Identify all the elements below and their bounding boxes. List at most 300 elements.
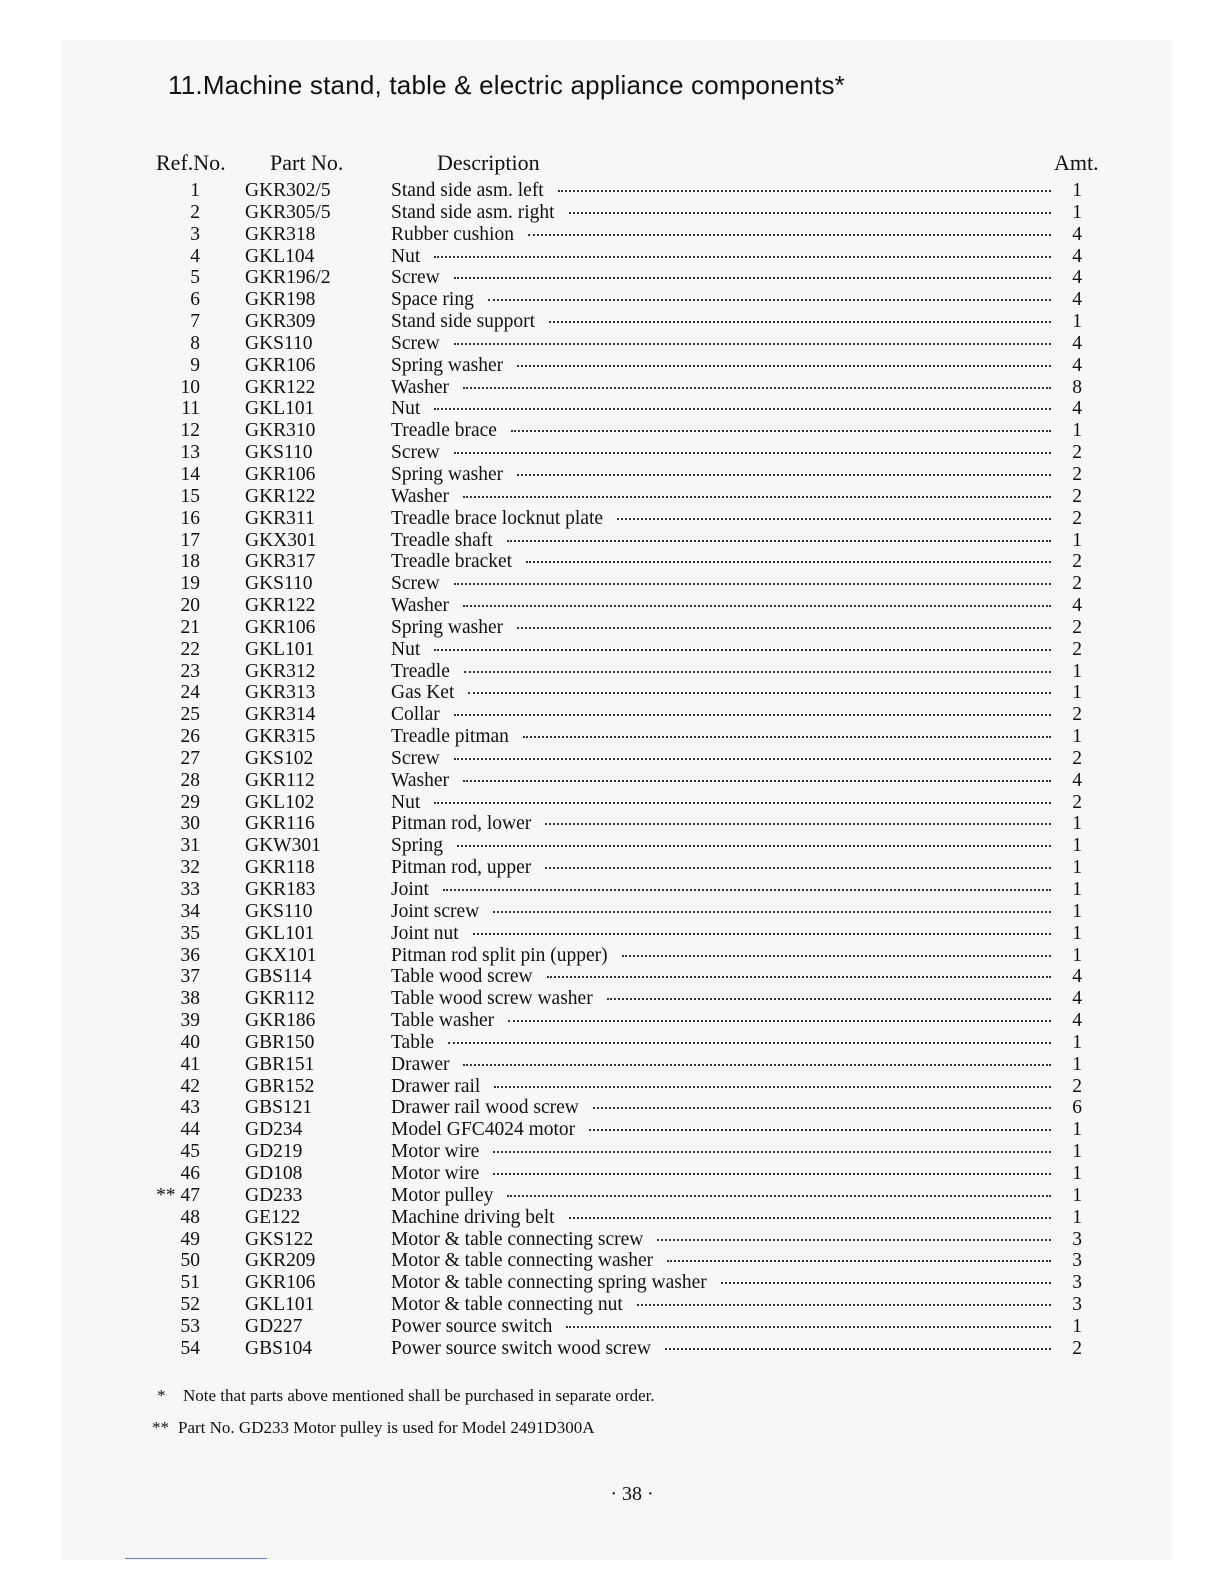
table-row — [0, 661, 1224, 683]
ref-number: 21 — [180, 616, 200, 638]
amount: 2 — [1072, 747, 1082, 769]
amount: 1 — [1072, 311, 1082, 333]
part-number: GKR209 — [245, 1250, 316, 1272]
table-row — [0, 988, 1224, 1010]
part-number: GKR314 — [245, 704, 316, 726]
dot-leader — [493, 1172, 1051, 1175]
amount: 1 — [1072, 879, 1082, 900]
part-number: GKL101 — [245, 922, 315, 944]
column-header-part: Part No. — [270, 150, 344, 175]
description-cell — [391, 1272, 1051, 1294]
description-cell — [391, 813, 1051, 835]
part-number: GKR302/5 — [245, 180, 331, 201]
description-text: Washer — [391, 485, 449, 507]
dot-leader — [526, 560, 1051, 563]
part-number: GKS110 — [245, 900, 313, 922]
dot-leader — [493, 910, 1051, 913]
footnote-mark: ** — [152, 1418, 169, 1437]
table-row — [0, 595, 1224, 617]
description-text: Nut — [391, 245, 421, 267]
page-number: · 38 · — [610, 1483, 654, 1505]
table-row — [0, 551, 1224, 573]
ref-number: 1 — [190, 180, 200, 201]
description-cell — [391, 1032, 1051, 1054]
description-text: Motor & table connecting nut — [391, 1294, 623, 1316]
ref-number: 36 — [180, 944, 200, 966]
description-cell — [391, 835, 1051, 857]
amount: 4 — [1072, 966, 1082, 988]
description-text: Joint screw — [391, 900, 480, 922]
dot-leader — [523, 735, 1051, 738]
part-number: GKR309 — [245, 311, 316, 333]
amount: 4 — [1072, 988, 1082, 1010]
description-cell — [391, 1207, 1051, 1229]
part-number: GKS110 — [245, 332, 313, 354]
description-cell — [391, 901, 1051, 923]
dot-leader — [463, 1063, 1051, 1066]
ref-number: 16 — [180, 507, 200, 529]
ref-number: 41 — [180, 1053, 200, 1075]
table-row — [0, 1119, 1224, 1141]
description-cell — [391, 1119, 1051, 1141]
description-cell — [391, 1294, 1051, 1316]
description-cell — [391, 1076, 1051, 1098]
scan-artifact-line — [125, 1558, 267, 1559]
description-cell — [391, 1229, 1051, 1251]
amount: 2 — [1072, 616, 1082, 638]
dot-leader — [517, 473, 1051, 476]
part-number: GKR122 — [245, 376, 316, 398]
part-number: GBR152 — [245, 1075, 315, 1097]
ref-number: 15 — [180, 485, 200, 507]
dot-leader — [665, 1347, 1051, 1350]
description-text: Rubber cushion — [391, 223, 514, 245]
ref-number: 43 — [180, 1097, 200, 1119]
table-row — [0, 1185, 1224, 1207]
table-row — [0, 1076, 1224, 1098]
dot-leader — [448, 1041, 1051, 1044]
description-cell — [391, 1010, 1051, 1032]
description-cell — [391, 180, 1051, 202]
description-cell — [391, 267, 1051, 289]
description-cell — [391, 617, 1051, 639]
table-row — [0, 835, 1224, 857]
table-row — [0, 1316, 1224, 1338]
description-text: Pitman rod, upper — [391, 857, 532, 879]
table-row — [0, 1294, 1224, 1316]
amount: 4 — [1072, 245, 1082, 267]
amount: 4 — [1072, 769, 1082, 791]
dot-leader — [434, 801, 1051, 804]
amount: 3 — [1072, 1272, 1082, 1294]
description-text: Spring washer — [391, 354, 504, 376]
description-text: Screw — [391, 747, 440, 769]
description-text: Motor & table connecting screw — [391, 1228, 644, 1250]
description-cell — [391, 246, 1051, 268]
ref-number: 9 — [190, 354, 200, 376]
table-row — [0, 857, 1224, 879]
description-cell — [391, 879, 1051, 901]
ref-number: 46 — [180, 1162, 200, 1184]
description-text: Power source switch — [391, 1315, 553, 1337]
ref-number: 13 — [180, 442, 200, 464]
amount: 4 — [1072, 332, 1082, 354]
table-row — [0, 1054, 1224, 1076]
part-number: GKX101 — [245, 944, 317, 966]
dot-leader — [528, 233, 1051, 236]
dot-leader — [454, 713, 1051, 716]
amount: 4 — [1072, 289, 1082, 311]
description-cell — [391, 464, 1051, 486]
part-number: GD108 — [245, 1162, 303, 1184]
dot-leader — [454, 582, 1051, 585]
description-cell — [391, 398, 1051, 420]
part-number: GBS121 — [245, 1097, 313, 1119]
description-cell — [391, 1054, 1051, 1076]
amount: 1 — [1072, 1031, 1082, 1053]
amount: 1 — [1072, 180, 1082, 201]
amount: 4 — [1072, 398, 1082, 420]
ref-number: 26 — [180, 726, 200, 748]
description-cell — [391, 748, 1051, 770]
part-number: GKS102 — [245, 747, 314, 769]
dot-leader — [637, 1303, 1051, 1306]
description-text: Treadle brace locknut plate — [391, 507, 604, 529]
description-cell — [391, 988, 1051, 1010]
dot-leader — [721, 1281, 1051, 1284]
amount: 1 — [1072, 201, 1082, 223]
amount: 2 — [1072, 1075, 1082, 1097]
dot-leader — [454, 451, 1051, 454]
part-number: GD219 — [245, 1141, 303, 1163]
table-row — [0, 420, 1224, 442]
description-text: Motor pulley — [391, 1184, 494, 1206]
amount: 2 — [1072, 704, 1082, 726]
amount: 1 — [1072, 1315, 1082, 1337]
table-row — [0, 573, 1224, 595]
amount: 3 — [1072, 1228, 1082, 1250]
part-number: GKX301 — [245, 529, 317, 551]
description-text: Drawer rail wood screw — [391, 1097, 579, 1119]
dot-leader — [593, 1106, 1051, 1109]
ref-number: 52 — [180, 1294, 200, 1316]
description-cell — [391, 770, 1051, 792]
description-text: Pitman rod split pin (upper) — [391, 944, 608, 966]
dot-leader — [493, 1150, 1051, 1153]
amount: 1 — [1072, 1053, 1082, 1075]
amount: 1 — [1072, 1162, 1082, 1184]
amount: 1 — [1072, 682, 1082, 704]
description-text: Treadle pitman — [391, 726, 509, 748]
amount: 1 — [1072, 944, 1082, 966]
description-text: Spring — [391, 835, 444, 857]
part-number: GBR150 — [245, 1031, 315, 1053]
description-cell — [391, 1185, 1051, 1207]
amount: 1 — [1072, 1119, 1082, 1141]
part-number: GBS104 — [245, 1337, 313, 1359]
dot-leader — [434, 255, 1051, 258]
ref-number: 25 — [180, 704, 200, 726]
amount: 1 — [1072, 900, 1082, 922]
description-text: Screw — [391, 267, 440, 289]
description-cell — [391, 857, 1051, 879]
description-cell — [391, 966, 1051, 988]
table-row — [0, 923, 1224, 945]
ref-number: 22 — [180, 638, 200, 660]
ref-number: 11 — [181, 398, 200, 420]
part-number: GD227 — [245, 1315, 303, 1337]
table-row — [0, 792, 1224, 814]
part-number: GKL102 — [245, 791, 315, 813]
part-number: GKR106 — [245, 354, 316, 376]
amount: 1 — [1072, 529, 1082, 551]
part-number: GKS110 — [245, 573, 313, 595]
description-cell — [391, 726, 1051, 748]
table-row — [0, 333, 1224, 355]
part-number: GBS114 — [245, 966, 312, 988]
dot-leader — [569, 211, 1051, 214]
description-text: Stand side asm. left — [391, 180, 544, 201]
description-text: Table wood screw washer — [391, 988, 593, 1010]
description-cell — [391, 508, 1051, 530]
dot-leader — [607, 997, 1051, 1000]
amount: 4 — [1072, 223, 1082, 245]
ref-number: 37 — [180, 966, 200, 988]
table-row — [0, 704, 1224, 726]
dot-leader — [545, 822, 1051, 825]
dot-leader — [454, 342, 1051, 345]
ref-number: 2 — [190, 201, 200, 223]
table-row — [0, 508, 1224, 530]
ref-number: 53 — [180, 1315, 200, 1337]
ref-number: 20 — [180, 595, 200, 617]
part-number: GKR112 — [245, 769, 315, 791]
dot-leader — [507, 1194, 1051, 1197]
dot-leader — [463, 386, 1051, 389]
table-row — [0, 617, 1224, 639]
dot-leader — [443, 888, 1051, 891]
section-title: 11.Machine stand, table & electric appliance components* — [168, 70, 846, 100]
description-cell — [391, 551, 1051, 573]
dot-leader — [667, 1259, 1051, 1262]
description-text: Motor & table connecting spring washer — [391, 1272, 707, 1294]
ref-number: 35 — [180, 922, 200, 944]
description-cell — [391, 661, 1051, 683]
part-number: GE122 — [245, 1206, 301, 1228]
dot-leader — [508, 1019, 1051, 1022]
table-row — [0, 945, 1224, 967]
table-row — [0, 267, 1224, 289]
part-number: GD233 — [245, 1184, 303, 1206]
table-row — [0, 377, 1224, 399]
ref-number: 50 — [180, 1250, 200, 1272]
description-text: Treadle — [391, 660, 450, 682]
ref-number: 54 — [180, 1337, 200, 1359]
table-row — [0, 355, 1224, 377]
part-number: GKR118 — [245, 857, 315, 879]
dot-leader — [434, 648, 1051, 651]
parts-table — [0, 180, 1224, 1360]
table-row — [0, 246, 1224, 268]
description-cell — [391, 945, 1051, 967]
description-text: Motor & table connecting washer — [391, 1250, 654, 1272]
dot-leader — [457, 844, 1051, 847]
table-row — [0, 901, 1224, 923]
ref-number: 10 — [180, 376, 200, 398]
table-row — [0, 486, 1224, 508]
description-cell — [391, 377, 1051, 399]
table-row — [0, 202, 1224, 224]
table-row — [0, 1032, 1224, 1054]
dot-leader — [463, 779, 1051, 782]
part-number: GD234 — [245, 1119, 303, 1141]
dot-leader — [549, 320, 1051, 323]
ref-number: 28 — [180, 769, 200, 791]
ref-number: 3 — [190, 223, 200, 245]
column-header-ref: Ref.No. — [156, 150, 226, 175]
description-text: Model GFC4024 motor — [391, 1119, 576, 1141]
table-row — [0, 879, 1224, 901]
table-row — [0, 770, 1224, 792]
ref-number: 14 — [180, 463, 200, 485]
description-text: Stand side support — [391, 311, 536, 333]
footnote-text: Note that parts above mentioned shall be purchased in separate order. — [183, 1386, 655, 1405]
amount: 2 — [1072, 442, 1082, 464]
part-number: GKR196/2 — [245, 267, 331, 289]
description-text: Nut — [391, 791, 421, 813]
description-cell — [391, 486, 1051, 508]
description-cell — [391, 1163, 1051, 1185]
description-text: Treadle brace — [391, 420, 497, 442]
amount: 1 — [1072, 726, 1082, 748]
description-cell — [391, 530, 1051, 552]
dot-leader — [617, 517, 1051, 520]
dot-leader — [589, 1128, 1051, 1131]
description-text: Screw — [391, 442, 440, 464]
table-row — [0, 180, 1224, 202]
footnote-separate-order — [157, 1386, 655, 1406]
description-text: Screw — [391, 573, 440, 595]
part-number: GKS110 — [245, 442, 313, 464]
amount: 1 — [1072, 813, 1082, 835]
description-text: Washer — [391, 769, 449, 791]
description-cell — [391, 573, 1051, 595]
description-text: Pitman rod, lower — [391, 813, 532, 835]
table-row — [0, 813, 1224, 835]
description-text: Space ring — [391, 289, 474, 311]
amount: 6 — [1072, 1097, 1082, 1119]
ref-number: 23 — [180, 660, 200, 682]
table-row — [0, 530, 1224, 552]
amount: 1 — [1072, 1206, 1082, 1228]
amount: 2 — [1072, 1337, 1082, 1359]
ref-number: 24 — [180, 682, 200, 704]
ref-number: 4 — [190, 245, 200, 267]
table-row — [0, 289, 1224, 311]
part-number: GKL101 — [245, 638, 315, 660]
part-number: GKW301 — [245, 835, 321, 857]
ref-number: 30 — [180, 813, 200, 835]
table-row — [0, 726, 1224, 748]
part-number: GKR106 — [245, 1272, 316, 1294]
description-cell — [391, 1141, 1051, 1163]
description-text: Nut — [391, 398, 421, 420]
description-text: Stand side asm. right — [391, 201, 555, 223]
description-cell — [391, 923, 1051, 945]
part-number: GKR305/5 — [245, 201, 331, 223]
amount: 4 — [1072, 354, 1082, 376]
description-text: Joint nut — [391, 922, 459, 944]
dot-leader — [494, 1085, 1051, 1088]
part-number: GKL104 — [245, 245, 315, 267]
table-row — [0, 639, 1224, 661]
description-text: Treadle bracket — [391, 551, 513, 573]
dot-leader — [463, 495, 1051, 498]
part-number: GKR317 — [245, 551, 316, 573]
description-text: Power source switch wood screw — [391, 1337, 651, 1359]
table-row — [0, 1272, 1224, 1294]
part-number: GKR112 — [245, 988, 315, 1010]
ref-number: 7 — [190, 311, 200, 333]
amount: 8 — [1072, 376, 1082, 398]
dot-leader — [569, 1216, 1051, 1219]
description-text: Washer — [391, 595, 449, 617]
table-row — [0, 464, 1224, 486]
table-row — [0, 1207, 1224, 1229]
ref-number: 49 — [180, 1228, 200, 1250]
amount: 2 — [1072, 507, 1082, 529]
amount: 2 — [1072, 791, 1082, 813]
dot-leader — [473, 932, 1051, 935]
amount: 1 — [1072, 1184, 1082, 1206]
amount: 4 — [1072, 595, 1082, 617]
footnote-mark: * — [157, 1386, 166, 1405]
part-number: GKR106 — [245, 616, 316, 638]
amount: 1 — [1072, 420, 1082, 442]
table-row — [0, 1163, 1224, 1185]
table-row — [0, 748, 1224, 770]
amount: 2 — [1072, 485, 1082, 507]
table-row — [0, 442, 1224, 464]
ref-number: 38 — [180, 988, 200, 1010]
ref-number: 40 — [180, 1031, 200, 1053]
table-row — [0, 1229, 1224, 1251]
part-number: GKR106 — [245, 463, 316, 485]
amount: 1 — [1072, 1141, 1082, 1163]
amount: 3 — [1072, 1250, 1082, 1272]
description-cell — [391, 1097, 1051, 1119]
description-cell — [391, 1316, 1051, 1338]
description-text: Table wood screw — [391, 966, 533, 988]
dot-leader — [463, 604, 1051, 607]
part-number: GBR151 — [245, 1053, 315, 1075]
footnote-text: Part No. GD233 Motor pulley is used for Model 2491D300A — [178, 1418, 595, 1437]
part-number: GKR315 — [245, 726, 316, 748]
dot-leader — [434, 407, 1051, 410]
amount: 2 — [1072, 551, 1082, 573]
dot-leader — [566, 1325, 1051, 1328]
ref-number: 51 — [180, 1272, 200, 1294]
dot-leader — [517, 364, 1051, 367]
description-cell — [391, 289, 1051, 311]
description-text: Collar — [391, 704, 440, 726]
dot-leader — [464, 670, 1051, 673]
part-number: GKR183 — [245, 879, 316, 900]
ref-number: 45 — [180, 1141, 200, 1163]
dot-leader — [454, 757, 1051, 760]
description-text: Treadle shaft — [391, 529, 493, 551]
part-number: GKR116 — [245, 813, 315, 835]
